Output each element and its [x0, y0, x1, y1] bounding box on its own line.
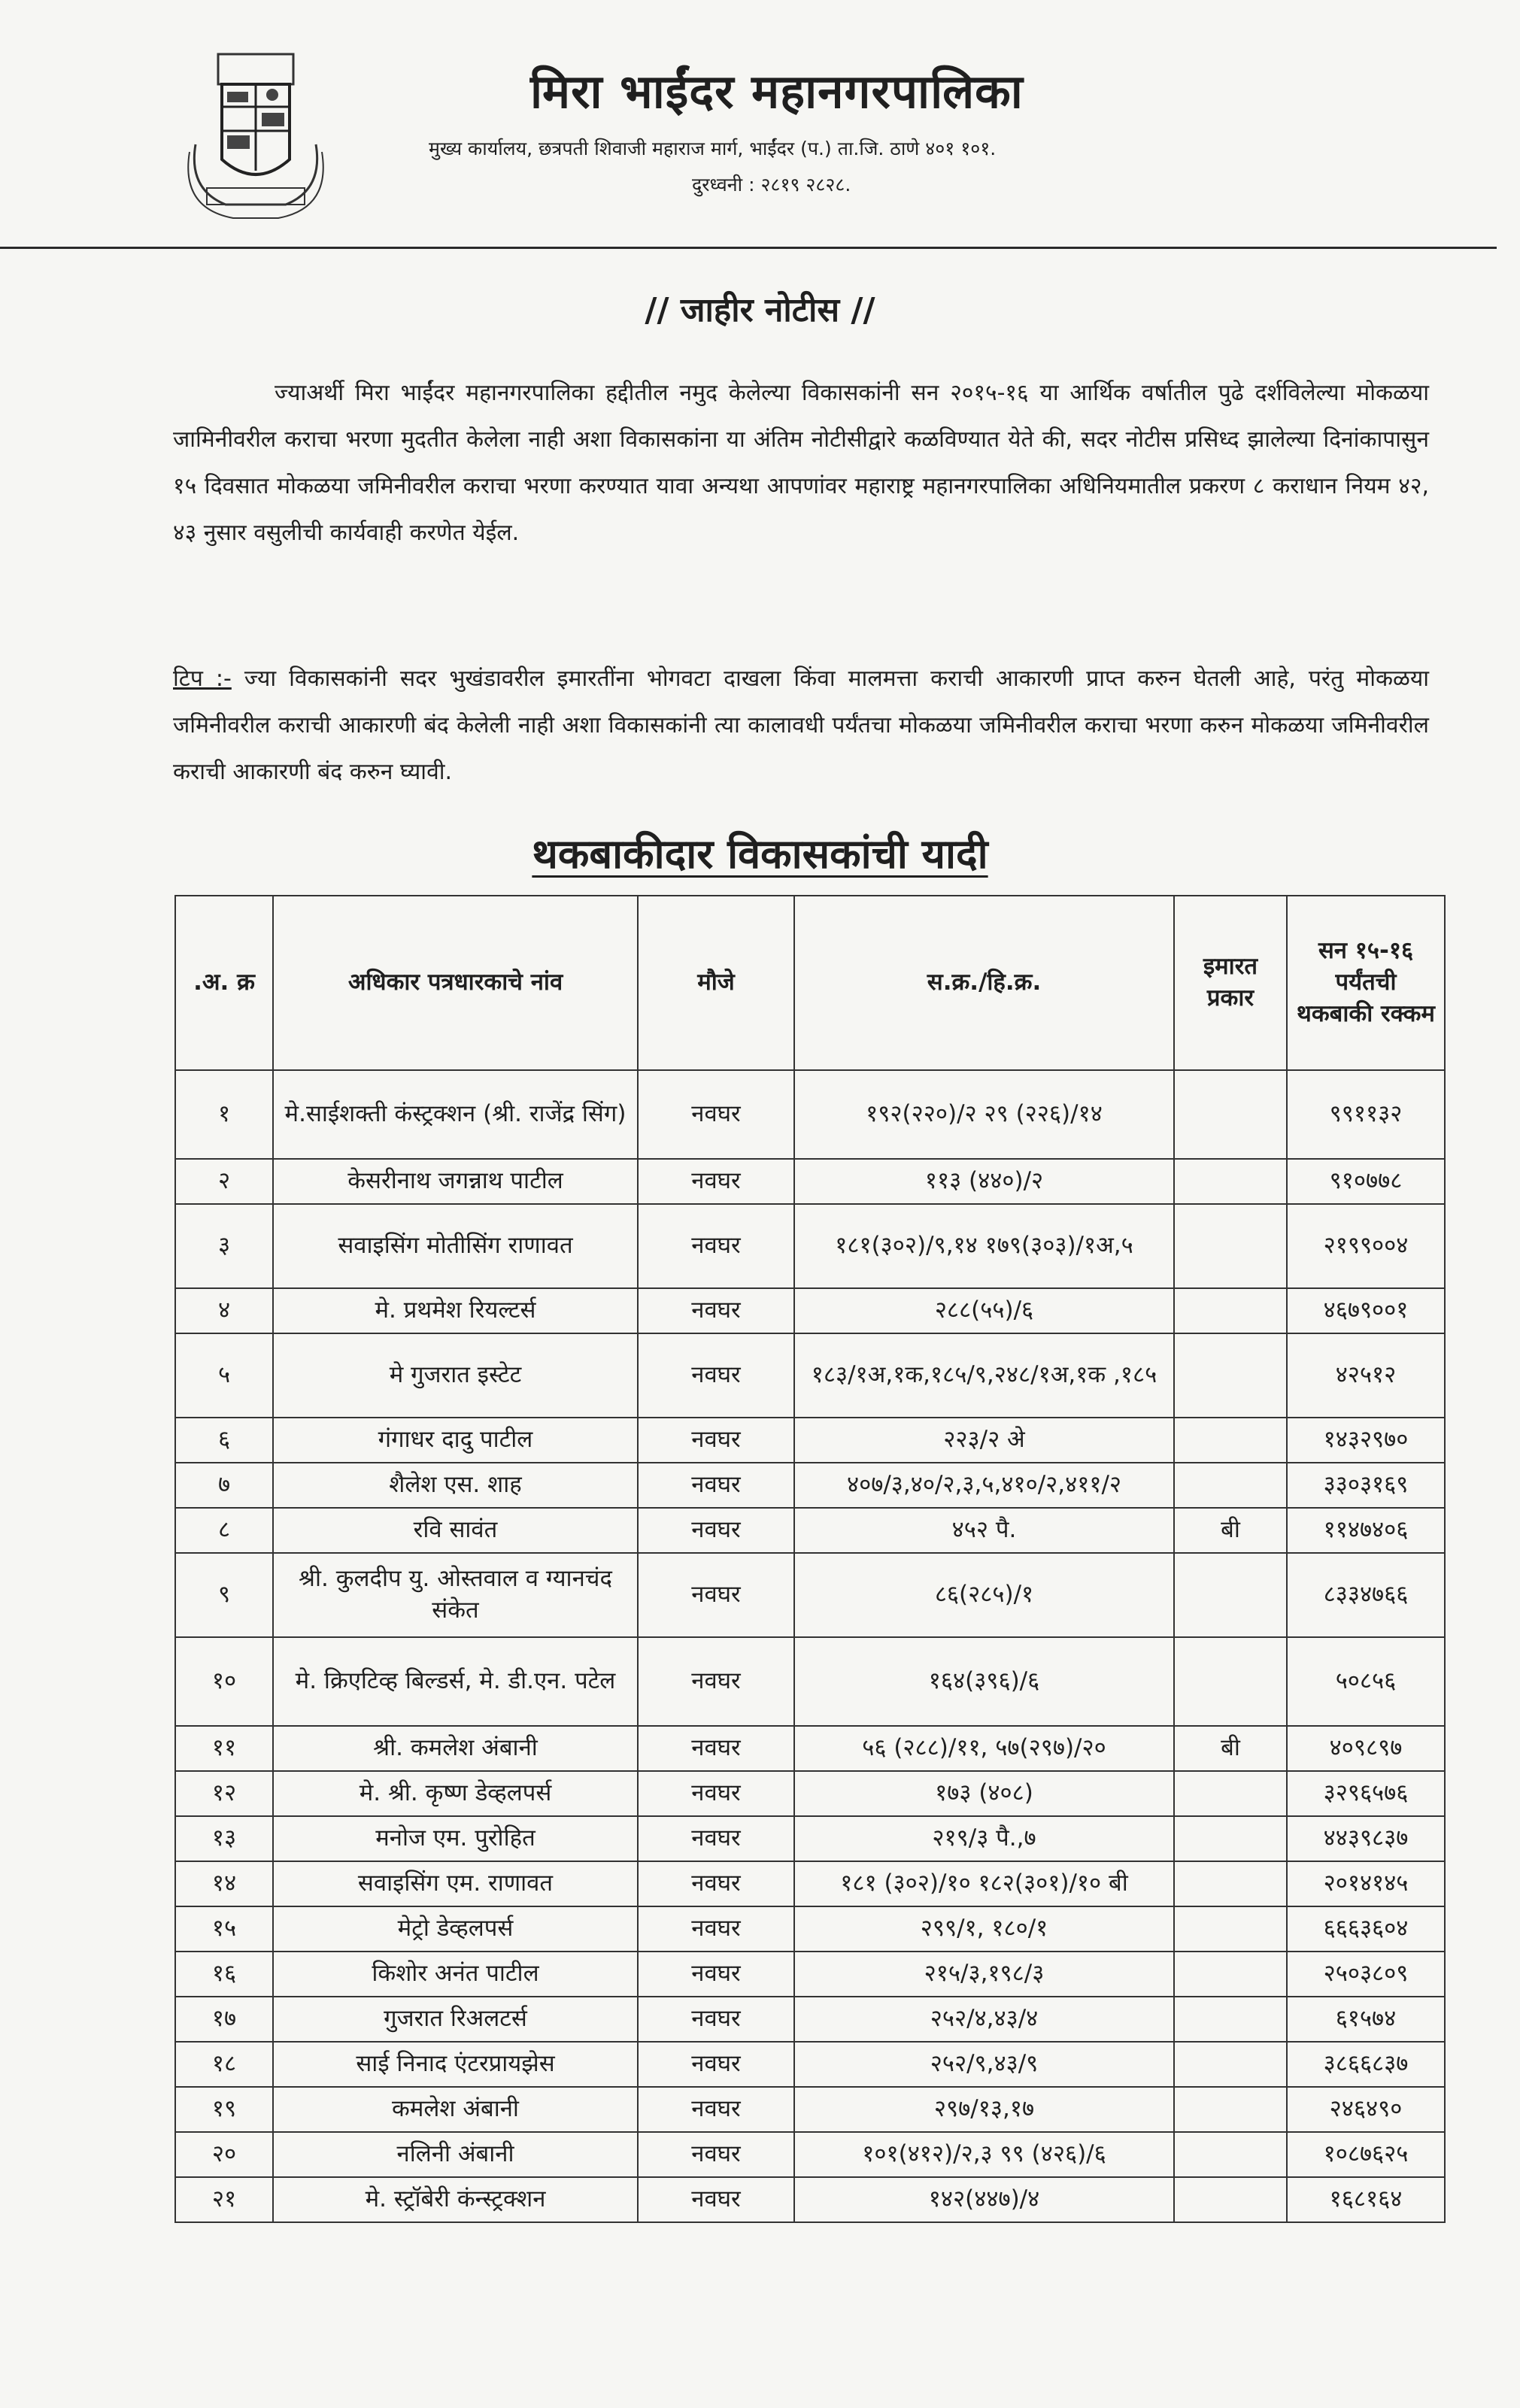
arrears-amount-cell: ४६७९००१	[1287, 1288, 1445, 1333]
arrears-amount-cell: १६८१६४	[1287, 2177, 1445, 2222]
building-type-cell	[1174, 1952, 1287, 1997]
table-row	[175, 1771, 1445, 1816]
survey-no-cell: १९२(२२०)/२ २९ (२२६)/१४	[794, 1070, 1174, 1159]
office-phone: दुरध्वनी : २८१९ २८२८.	[692, 174, 851, 196]
village-cell: नवघर	[638, 1952, 794, 1997]
holder-name-cell: नलिनी अंबानी	[273, 2132, 638, 2177]
arrears-amount-cell: ९९११३२	[1287, 1070, 1445, 1159]
notice-tip	[173, 656, 1429, 796]
holder-name-cell: मे. श्री. कृष्ण डेव्हलपर्स	[273, 1771, 638, 1816]
header-holder-name: अधिकार पत्रधारकाचे नांव	[273, 896, 638, 1070]
building-type-cell	[1174, 1418, 1287, 1463]
holder-name-cell: श्री. कुलदीप यु. ओस्तवाल व ग्यानचंद संकेत	[273, 1553, 638, 1637]
tip-text: ज्या विकासकांनी सदर भुखंडावरील इमारतींना भोगवटा दाखला किंवा मालमत्ता कराची आकारणी प्राप्त करुन घेतली आहे, परंतु मोकळया जमिनीवरील कराची आकारणी बंद केलेली नाही अशा विकासकांनी त्या कालावधी पर्यंतचा मोकळया जमिनीवरील कराचा भरणा करुन मोकळया जमिनीवरील कराची आकारणी बंद करुन घ्यावी.	[173, 666, 1429, 785]
building-type-cell: बी	[1174, 1508, 1287, 1553]
holder-name-cell: मे. प्रथमेश रियल्टर्स	[273, 1288, 638, 1333]
municipal-emblem-icon	[181, 47, 331, 227]
table-row	[175, 1553, 1445, 1637]
list-title	[0, 824, 1520, 880]
serial-no-cell: १५	[175, 1906, 273, 1952]
table-row	[175, 1463, 1445, 1508]
building-type-cell	[1174, 1906, 1287, 1952]
building-type-cell	[1174, 1333, 1287, 1418]
arrears-amount-cell: १०८७६२५	[1287, 2132, 1445, 2177]
arrears-amount-cell: ९१०७७८	[1287, 1159, 1445, 1204]
village-cell: नवघर	[638, 1288, 794, 1333]
table-row	[175, 1418, 1445, 1463]
serial-no-cell: ४	[175, 1288, 273, 1333]
village-cell: नवघर	[638, 1418, 794, 1463]
village-cell: नवघर	[638, 1906, 794, 1952]
village-cell: नवघर	[638, 1816, 794, 1861]
building-type-cell	[1174, 2087, 1287, 2132]
survey-no-cell: ११३ (४४०)/२	[794, 1159, 1174, 1204]
holder-name-cell: साई निनाद एंटरप्रायझेस	[273, 2042, 638, 2087]
building-type-cell	[1174, 1816, 1287, 1861]
building-type-cell	[1174, 1204, 1287, 1288]
header-survey-no: स.क्र./हि.क्र.	[794, 896, 1174, 1070]
header-building-type: इमारत प्रकार	[1174, 896, 1287, 1070]
village-cell: नवघर	[638, 2132, 794, 2177]
serial-no-cell: ९	[175, 1553, 273, 1637]
building-type-cell	[1174, 2177, 1287, 2222]
table-row	[175, 1508, 1445, 1553]
serial-no-cell: ११	[175, 1726, 273, 1771]
arrears-amount-cell: ३२९६५७६	[1287, 1771, 1445, 1816]
building-type-cell	[1174, 1159, 1287, 1204]
village-cell: नवघर	[638, 1159, 794, 1204]
header-serial-no: .अ. क्र	[175, 896, 273, 1070]
building-type-cell	[1174, 1553, 1287, 1637]
serial-no-cell: ७	[175, 1463, 273, 1508]
survey-no-cell: १८१(३०२)/९,१४ १७९(३०३)/१अ,५	[794, 1204, 1174, 1288]
holder-name-cell: गुजरात रिअलटर्स	[273, 1997, 638, 2042]
serial-no-cell: १	[175, 1070, 273, 1159]
table-row	[175, 2132, 1445, 2177]
survey-no-cell: २८८(५५)/६	[794, 1288, 1174, 1333]
holder-name-cell: मे.साईशक्ती कंस्ट्रक्शन (श्री. राजेंद्र सिंग)	[273, 1070, 638, 1159]
village-cell: नवघर	[638, 1508, 794, 1553]
arrears-table	[174, 895, 1446, 2223]
survey-no-cell: ५६ (२८८)/११, ५७(२९७)/२०	[794, 1726, 1174, 1771]
arrears-amount-cell: २०१४१४५	[1287, 1861, 1445, 1906]
table-row	[175, 2177, 1445, 2222]
organization-name: मिरा भाईंदर महानगरपालिका	[530, 64, 1024, 119]
survey-no-cell: ४५२ पै.	[794, 1508, 1174, 1553]
survey-no-cell: २१५/३,१९८/३	[794, 1952, 1174, 1997]
notice-title: // जाहीर नोटीस //	[645, 291, 875, 329]
serial-no-cell: २०	[175, 2132, 273, 2177]
village-cell: नवघर	[638, 1771, 794, 1816]
building-type-cell	[1174, 2132, 1287, 2177]
table-row	[175, 1816, 1445, 1861]
survey-no-cell: २१९/३ पै.,७	[794, 1816, 1174, 1861]
holder-name-cell: मे गुजरात इस्टेट	[273, 1333, 638, 1418]
village-cell: नवघर	[638, 1861, 794, 1906]
serial-no-cell: १०	[175, 1637, 273, 1726]
village-cell: नवघर	[638, 1070, 794, 1159]
table-row	[175, 1204, 1445, 1288]
header-arrears-amount: सन १५-१६ पर्यंतची थकबाकी रक्कम	[1287, 896, 1445, 1070]
village-cell: नवघर	[638, 1204, 794, 1288]
table-row	[175, 1906, 1445, 1952]
table-body	[175, 1070, 1445, 2222]
serial-no-cell: १३	[175, 1816, 273, 1861]
arrears-amount-cell: ६१५७४	[1287, 1997, 1445, 2042]
serial-no-cell: १६	[175, 1952, 273, 1997]
village-cell: नवघर	[638, 2042, 794, 2087]
survey-no-cell: ४०७/३,४०/२,३,५,४१०/२,४११/२	[794, 1463, 1174, 1508]
building-type-cell	[1174, 1070, 1287, 1159]
building-type-cell	[1174, 1637, 1287, 1726]
serial-no-cell: १८	[175, 2042, 273, 2087]
holder-name-cell: श्री. कमलेश अंबानी	[273, 1726, 638, 1771]
village-cell: नवघर	[638, 1333, 794, 1418]
table-row	[175, 1997, 1445, 2042]
survey-no-cell: २९७/१३,१७	[794, 2087, 1174, 2132]
serial-no-cell: ५	[175, 1333, 273, 1418]
serial-no-cell: ६	[175, 1418, 273, 1463]
holder-name-cell: गंगाधर दादु पाटील	[273, 1418, 638, 1463]
holder-name-cell: मे. स्ट्रॉबेरी कंन्स्ट्रक्शन	[273, 2177, 638, 2222]
village-cell: नवघर	[638, 1463, 794, 1508]
arrears-amount-cell: ११४७४०६	[1287, 1508, 1445, 1553]
header-village: मौजे	[638, 896, 794, 1070]
holder-name-cell: सवाइसिंग एम. राणावत	[273, 1861, 638, 1906]
survey-no-cell: ८६(२८५)/१	[794, 1553, 1174, 1637]
building-type-cell: बी	[1174, 1726, 1287, 1771]
table-row	[175, 1726, 1445, 1771]
table-row	[175, 1288, 1445, 1333]
survey-no-cell: २२३/२ अे	[794, 1418, 1174, 1463]
holder-name-cell: मनोज एम. पुरोहित	[273, 1816, 638, 1861]
holder-name-cell: सवाइसिंग मोतीसिंग राणावत	[273, 1204, 638, 1288]
holder-name-cell: शैलेश एस. शाह	[273, 1463, 638, 1508]
header-divider	[0, 247, 1497, 249]
table-row	[175, 2087, 1445, 2132]
survey-no-cell: १४२(४४७)/४	[794, 2177, 1174, 2222]
survey-no-cell: १८१ (३०२)/१० १८२(३०१)/१० बी	[794, 1861, 1174, 1906]
survey-no-cell: १८३/१अ,१क,१८५/९,२४८/१अ,१क ,१८५	[794, 1333, 1174, 1418]
table-row	[175, 1861, 1445, 1906]
table-row	[175, 1333, 1445, 1418]
arrears-amount-cell: ६६६३६०४	[1287, 1906, 1445, 1952]
office-address: मुख्य कार्यालय, छत्रपती शिवाजी महाराज मार्ग, भाईंदर (प.) ता.जि. ठाणे ४०१ १०१.	[429, 138, 997, 159]
survey-no-cell: १०१(४१२)/२,३ ९९ (४२६)/६	[794, 2132, 1174, 2177]
village-cell: नवघर	[638, 2087, 794, 2132]
arrears-amount-cell: ८३३४७६६	[1287, 1553, 1445, 1637]
arrears-amount-cell: १४३२९७०	[1287, 1418, 1445, 1463]
serial-no-cell: ८	[175, 1508, 273, 1553]
arrears-amount-cell: २४६४९०	[1287, 2087, 1445, 2132]
table-row	[175, 1070, 1445, 1159]
notice-body: ज्याअर्थी मिरा भाईंदर महानगरपालिका हद्दीतील नमुद केलेल्या विकासकांनी सन २०१५-१६ या आर्थिक वर्षातील पुढे दर्शविलेल्या मोकळया जामिनीवरील कराचा भरणा मुदतीत केलेला नाही अशा विकासकांना या अंतिम नोटीसीद्वारे कळविण्यात येते की, सदर नोटीस प्रसिध्द झालेल्या दिनांकापासुन १५ दिवसात मोकळया जमिनीवरील कराचा भरणा करण्यात यावा अन्यथा आपणांवर महाराष्ट्र महानगरपालिका अधिनियमातील प्रकरण ८ कराधान नियम ४२, ४३ नुसार वसुलीची कार्यवाही करणेत येईल.	[173, 380, 1429, 546]
serial-no-cell: २	[175, 1159, 273, 1204]
serial-no-cell: १९	[175, 2087, 273, 2132]
table-row	[175, 1637, 1445, 1726]
building-type-cell	[1174, 1288, 1287, 1333]
arrears-amount-cell: ३८६६८३७	[1287, 2042, 1445, 2087]
list-title-text: थकबाकीदार विकासकांची यादी	[532, 830, 988, 878]
table-row	[175, 1952, 1445, 1997]
table-row	[175, 1159, 1445, 1204]
table-header-row	[175, 896, 1445, 1070]
serial-no-cell: १४	[175, 1861, 273, 1906]
building-type-cell	[1174, 2042, 1287, 2087]
arrears-amount-cell: ४४३९८३७	[1287, 1816, 1445, 1861]
building-type-cell	[1174, 1771, 1287, 1816]
arrears-amount-cell: ४२५१२	[1287, 1333, 1445, 1418]
serial-no-cell: १७	[175, 1997, 273, 2042]
arrears-amount-cell: ३३०३१६९	[1287, 1463, 1445, 1508]
village-cell: नवघर	[638, 1726, 794, 1771]
arrears-amount-cell: २५०३८०९	[1287, 1952, 1445, 1997]
building-type-cell	[1174, 1463, 1287, 1508]
village-cell: नवघर	[638, 1997, 794, 2042]
arrears-amount-cell: ५०८५६	[1287, 1637, 1445, 1726]
arrears-amount-cell: ४०९८९७	[1287, 1726, 1445, 1771]
tip-label: टिप :-	[173, 666, 232, 692]
table-row	[175, 2042, 1445, 2087]
survey-no-cell: १७३ (४०८)	[794, 1771, 1174, 1816]
holder-name-cell: कमलेश अंबानी	[273, 2087, 638, 2132]
village-cell: नवघर	[638, 1553, 794, 1637]
holder-name-cell: मेट्रो डेव्हलपर्स	[273, 1906, 638, 1952]
holder-name-cell: मे. क्रिएटिव्ह बिल्डर्स, मे. डी.एन. पटेल	[273, 1637, 638, 1726]
holder-name-cell: रवि सावंत	[273, 1508, 638, 1553]
holder-name-cell: केसरीनाथ जगन्नाथ पाटील	[273, 1159, 638, 1204]
survey-no-cell: २५२/९,४३/९	[794, 2042, 1174, 2087]
serial-no-cell: १२	[175, 1771, 273, 1816]
survey-no-cell: २९९/१, १८०/१	[794, 1906, 1174, 1952]
serial-no-cell: २१	[175, 2177, 273, 2222]
survey-no-cell: २५२/४,४३/४	[794, 1997, 1174, 2042]
building-type-cell	[1174, 1861, 1287, 1906]
building-type-cell	[1174, 1997, 1287, 2042]
survey-no-cell: १६४(३९६)/६	[794, 1637, 1174, 1726]
serial-no-cell: ३	[175, 1204, 273, 1288]
village-cell: नवघर	[638, 1637, 794, 1726]
holder-name-cell: किशोर अनंत पाटील	[273, 1952, 638, 1997]
arrears-amount-cell: २१९९००४	[1287, 1204, 1445, 1288]
village-cell: नवघर	[638, 2177, 794, 2222]
